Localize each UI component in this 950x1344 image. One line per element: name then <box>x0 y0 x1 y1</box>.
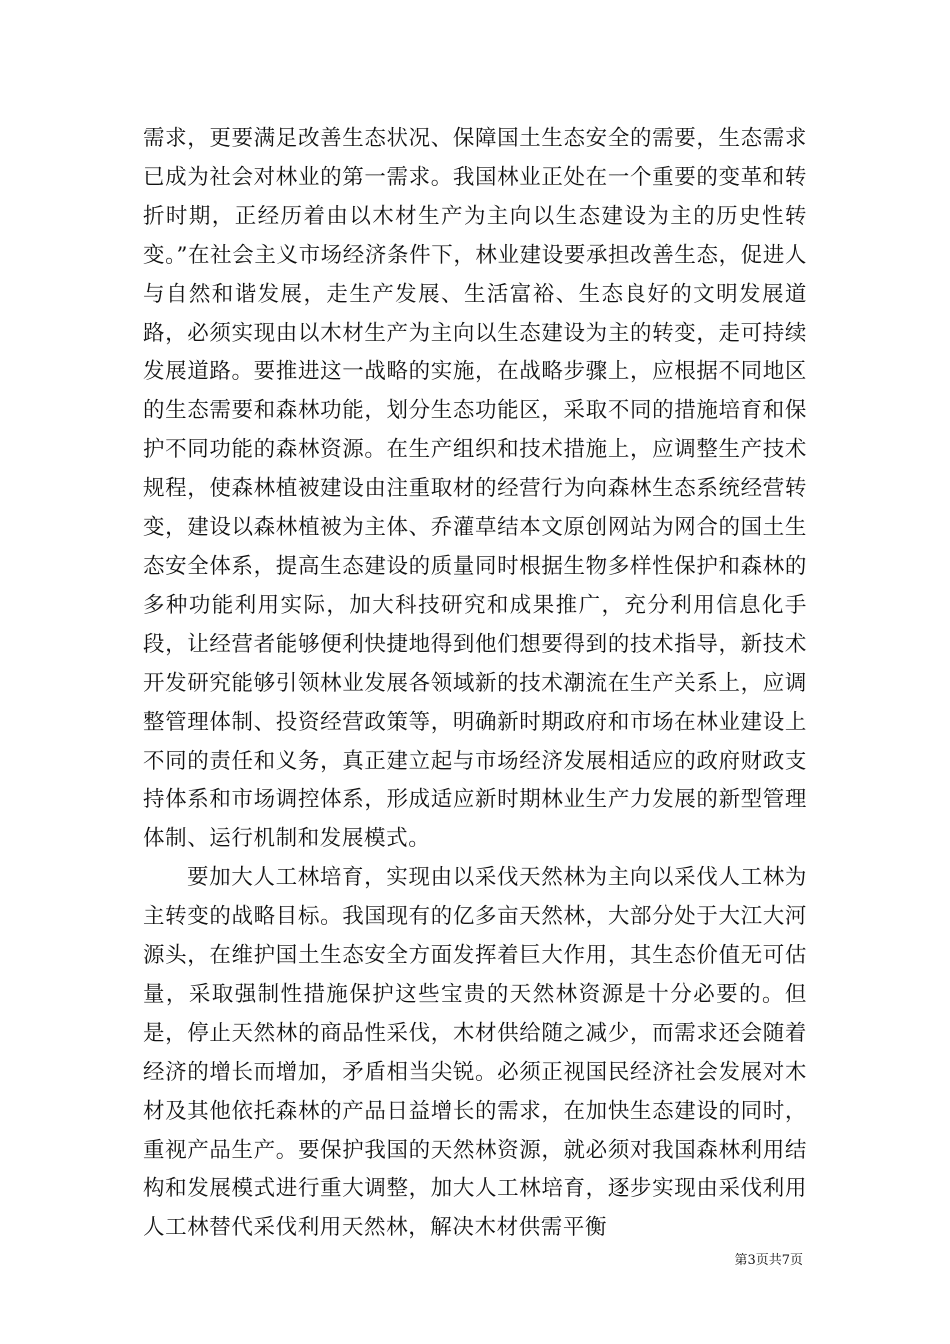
page-number: 第3页共7页 <box>734 1253 803 1268</box>
paragraph: 要加大人工林培育，实现由以采伐天然林为主向以采伐人工林为主转变的战略目标。我国现有的亿多亩天然林，大部分处于大江大河源头，在维护国土生态安全方面发挥着巨大作用，其生态价值无可估量，采取强制性措施保护这些宝贵的天然林资源是十分必要的。但是，停止天然林的商品性采伐，木材供给随之减少，而需求还会随着经济的增长而增加，矛盾相当尖锐。必须正视国民经济社会发展对木材及其他依托森林的产品日益增长的需求，在加快生态建设的同时，重视产品生产。要保护我国的天然林资源，就必须对我国森林利用结构和发展模式进行重大调整，加大人工林培育，逐步实现由采伐利用人工林替代采伐利用天然林，解决木材供需平衡 <box>143 865 807 1241</box>
paragraph-continued: 需求，更要满足改善生态状况、保障国土生态安全的需要，生态需求已成为社会对林业的第一需求。我国林业正处在一个重要的变革和转折时期，正经历着由以木材生产为主向以生态建设为主的历史性转变。”在社会主义市场经济条件下，林业建设要承担改善生态，促进人与自然和谐发展，走生产发展、生活富裕、生态良好的文明发展道路，必须实现由以木材生产为主向以生态建设为主的转变，走可持续发展道路。要推进这一战略的实施，在战略步骤上，应根据不同地区的生态需要和森林功能，划分生态功能区，采取不同的措施培育和保护不同功能的森林资源。在生产组织和技术措施上，应调整生产技术规程，使森林植被建设由注重取材的经营行为向森林生态系统经营转变，建设以森林植被为主体、乔灌草结本文原创网站为网合的国土生态安全体系，提高生态建设的质量同时根据生物多样性保护和森林的多种功能利用实际，加大科技研究和成果推广，充分利用信息化手段，让经营者能够便利快捷地得到他们想要得到的技术指导，新技术开发研究能够引领林业发展各领域新的技术潮流在生产关系上，应调整管理体制、投资经营政策等，明确新时期政府和市场在林业建设上不同的责任和义务，真正建立起与市场经济发展相适应的政府财政支持体系和市场调控体系，形成适应新时期林业生产力发展的新型管理体制、运行机制和发展模式。 <box>143 126 807 852</box>
document-body <box>143 120 807 1248</box>
